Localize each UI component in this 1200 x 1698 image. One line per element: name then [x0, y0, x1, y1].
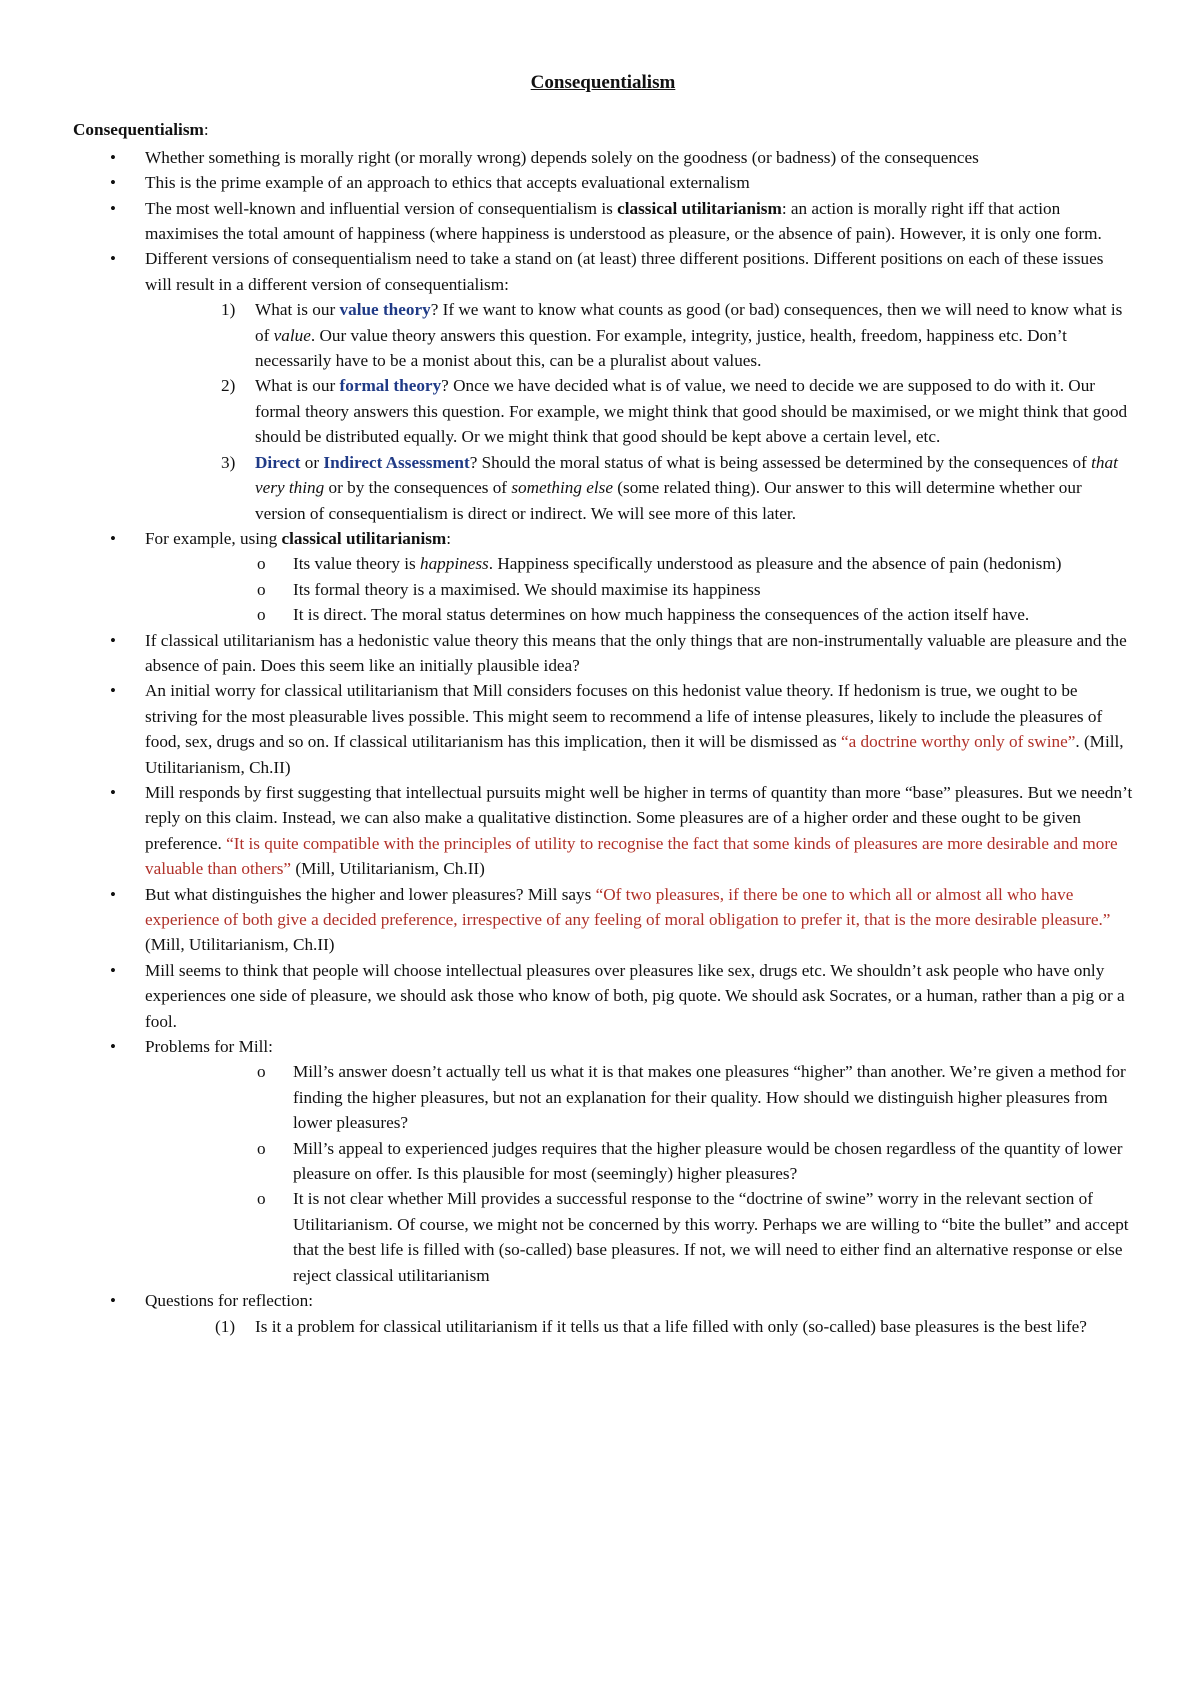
bold-term: classical utilitarianism — [281, 528, 447, 548]
heading-colon: : — [203, 120, 209, 140]
bullet-text: If classical utilitarianism has a hedonistic value theory this means that the only things that are non-instrumentally valuable are pleasure and the absence of pain. Does this seem like an initially plausible idea? — [145, 630, 1127, 675]
bullet-text: : — [446, 528, 452, 548]
blue-term: Direct — [255, 452, 301, 472]
italic-term: something else — [511, 478, 613, 498]
bullet-text: But what distinguishes the higher and lower pleasures? Mill says — [145, 884, 596, 904]
item-text: What is our — [255, 300, 340, 320]
bullet-item — [73, 958, 1133, 1034]
question-text: Is it a problem for classical utilitarianism if it tells us that a life filled with only (so-called) base pleasures is the best life? — [255, 1316, 1087, 1336]
sub-bullet-list — [145, 1059, 1133, 1288]
bullet-text: . (Mill, Utilitarianism, Ch.II) — [145, 732, 1124, 777]
document-title: Consequentialism — [530, 72, 676, 93]
item-text: ? Once we have decided what is of value, we need to decide we are supposed to do with it. Our formal theory answers this question. For example, we might think that good should be maximised, or we might think that good should be distributed equally. Or we might think that good should be kept above a certain level, etc. — [255, 376, 1128, 447]
bullet-text: : an action is morally right iff that action maximises the total amount of happiness (where happiness is understood as pleasure, or the absence of pain). However, it is only one form. — [145, 198, 1102, 244]
numbered-item — [145, 297, 1133, 373]
bullet-text: For example, using — [145, 528, 282, 548]
sub-bullet-item — [145, 602, 1133, 627]
bullet-item — [73, 1288, 1133, 1339]
sub-text: It is direct. The moral status determines on how much happiness the consequences of the action itself have. — [293, 605, 1030, 625]
sub-text: Mill’s appeal to experienced judges requires that the higher pleasure would be chosen regardless of the quantity of lower pleasure on offer. Is this plausible for most (seemingly) higher pleasures? — [293, 1138, 1123, 1184]
sub-bullet-list — [145, 551, 1133, 627]
sub-bullet-item — [145, 551, 1133, 576]
bullet-text: (Mill, Utilitarianism, Ch.II) — [291, 859, 485, 879]
sub-text: Mill’s answer doesn’t actually tell us what it is that makes one pleasures “higher” than another. We’re given a method for finding the higher pleasures, but not an explanation for their quality. How should we distinguish higher pleasures from lower pleasures? — [293, 1062, 1126, 1133]
item-text: . Our value theory answers this question. For example, integrity, justice, health, freedom, happiness etc. Don’t necessarily have to be a monist about this, can be a pluralist about values. — [255, 325, 1067, 371]
main-bullet-list — [73, 145, 1133, 1339]
bullet-text: Mill seems to think that people will choose intellectual pleasures over pleasures like sex, drugs etc. We shouldn’t ask people who have only experiences one side of pleasure, we should ask those who know of both, pig quote. We should ask Socrates, or a human, rather than a pig or a fool. — [145, 960, 1125, 1031]
sub-text: It is not clear whether Mill provides a successful response to the “doctrine of swine” worry in the relevant section of Utilitarianism. Of course, we might not be concerned by this worry. Perhaps we are willing to “bite the bullet” and accept that the best life is filled with (so-called) base pleasures. If not, we will need to either find an alternative response or else reject classical utilitarianism — [293, 1189, 1129, 1285]
blue-term: Indirect Assessment — [323, 452, 470, 472]
sub-bullet-item — [145, 1136, 1133, 1187]
bullet-text: This is the prime example of an approach to ethics that accepts evaluational externalism — [145, 173, 750, 193]
bullet-text: Questions for reflection: — [145, 1291, 314, 1311]
item-text: ? Should the moral status of what is being assessed be determined by the consequences of — [469, 452, 1092, 472]
bullet-item — [73, 678, 1133, 780]
item-number: 3) — [221, 452, 236, 472]
sub-bullet-item — [145, 1059, 1133, 1135]
heading-text: Consequentialism — [73, 120, 204, 140]
item-text: or by the consequences of — [324, 478, 512, 498]
bullet-item — [73, 1034, 1133, 1288]
bullet-item — [73, 628, 1133, 679]
quote-text: “It is quite compatible with the principles of utility to recognise the fact that some kinds of pleasures are more desirable and more valuable than others” — [145, 833, 1118, 879]
numbered-item — [145, 373, 1133, 449]
item-text: ? If we want to know what counts as good (or bad) consequences, then we will need to know what is of — [255, 300, 1123, 345]
bullet-item — [73, 196, 1133, 247]
italic-term: happiness — [419, 554, 489, 574]
item-number: 1) — [221, 300, 236, 320]
bullet-item — [73, 145, 1133, 170]
item-text: What is our — [255, 376, 340, 396]
italic-term: that very thing — [255, 452, 1118, 498]
bullet-text: Whether something is morally right (or morally wrong) depends solely on the goodness (or badness) of the consequences — [145, 147, 979, 167]
item-text: or — [300, 452, 324, 472]
bullet-text: An initial worry for classical utilitarianism that Mill considers focuses on this hedonist value theory. If hedonism is true, we ought to be striving for the most pleasurable lives possible. This might seem to recommend a life of intense pleasures, likely to include the pleasures of food, sex, drugs and so on. If classical utilitarianism has this implication, then it will be dismissed as — [145, 681, 1103, 752]
sub-bullet-item — [145, 577, 1133, 602]
italic-term: value — [273, 325, 311, 345]
numbered-list — [145, 297, 1133, 526]
section-heading — [73, 117, 1133, 142]
bullet-item — [73, 170, 1133, 195]
bold-term: classical utilitarianism — [617, 198, 782, 218]
sub-text: Its formal theory is a maximised. We should maximise its happiness — [293, 579, 761, 599]
bullet-text: Mill responds by first suggesting that intellectual pursuits might well be higher in terms of quantity than more “base” pleasures. But we needn’t reply on this claim. Instead, we can also make a qualitative distinction. Some pleasures are of a higher order and these ought to be given preference. — [145, 782, 1133, 853]
quote-text: “Of two pleasures, if there be one to which all or almost all who have experience of both give a decided preference, irrespective of any feeling of moral obligation to prefer it, that is the more desirable pleasure.” — [145, 884, 1111, 929]
bullet-text: (Mill, Utilitarianism, Ch.II) — [145, 935, 335, 955]
bullet-text: The most well-known and influential version of consequentialism is — [145, 198, 618, 218]
quote-text: “a doctrine worthy only of swine” — [841, 732, 1076, 752]
bullet-item — [73, 246, 1133, 525]
sub-bullet-item — [145, 1186, 1133, 1288]
bullet-item — [73, 526, 1133, 628]
sub-text: Its value theory is — [293, 554, 420, 574]
sub-text: . Happiness specifically understood as pleasure and the absence of pain (hedonism) — [488, 554, 1062, 574]
item-number: 2) — [221, 376, 236, 396]
bullet-text: Problems for Mill: — [145, 1037, 273, 1057]
question-number: (1) — [215, 1316, 236, 1336]
question-list — [145, 1314, 1133, 1339]
item-text: (some related thing). Our answer to this will determine whether our version of consequentialism is direct or indirect. We will see more of this later. — [255, 478, 1082, 523]
numbered-item — [145, 450, 1133, 526]
bullet-text: Different versions of consequentialism need to take a stand on (at least) three different positions. Different positions on each of these issues will result in a different version of consequentialism: — [145, 249, 1104, 294]
bullet-item — [73, 780, 1133, 882]
question-item — [145, 1314, 1133, 1339]
bullet-item — [73, 882, 1133, 958]
document-page — [73, 70, 1133, 1339]
blue-term: value theory — [339, 300, 431, 320]
blue-term: formal theory — [339, 376, 442, 396]
